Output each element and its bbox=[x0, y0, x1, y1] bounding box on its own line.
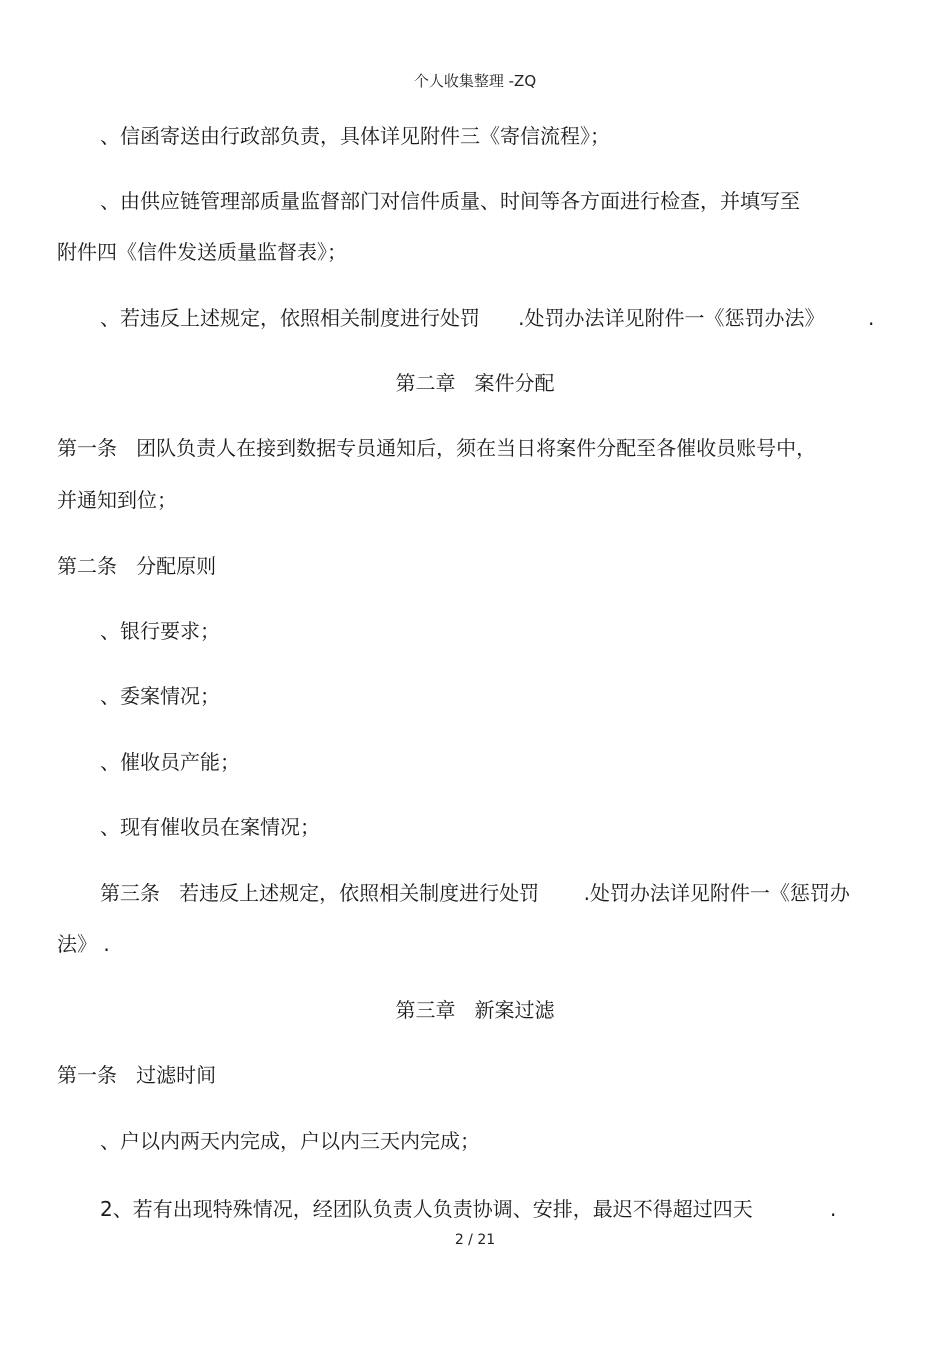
list-item: 、催收员产能； bbox=[100, 750, 240, 774]
paragraph-line: 附件四《信件发送质量监督表》； bbox=[57, 240, 347, 264]
article-heading: 第一条 过滤时间 bbox=[57, 1063, 217, 1087]
list-item: 、现有催收员在案情况； bbox=[100, 815, 320, 839]
paragraph-line-end: . bbox=[830, 1197, 837, 1221]
chapter-heading: 第三章 新案过滤 bbox=[395, 998, 555, 1022]
paragraph-line: 、信函寄送由行政部负责，具体详见附件三《寄信流程》； bbox=[100, 124, 610, 148]
list-item: 、委案情况； bbox=[100, 684, 220, 708]
list-item: 、银行要求； bbox=[100, 619, 220, 643]
paragraph-line-end: . bbox=[868, 306, 875, 330]
page-number: 2 / 21 bbox=[454, 1232, 496, 1248]
article-heading: 第二条 分配原则 bbox=[57, 554, 217, 578]
paragraph-line: 第三条 若违反上述规定，依照相关制度进行处罚 .处罚办法详见附件一《惩罚办 bbox=[100, 881, 850, 905]
chapter-heading: 第二章 案件分配 bbox=[395, 371, 555, 395]
paragraph-line: 第一条 团队负责人在接到数据专员通知后，须在当日将案件分配至各催收员账号中， bbox=[57, 436, 817, 460]
paragraph-line: 、若违反上述规定，依照相关制度进行处罚 .处罚办法详见附件一《惩罚办法》 bbox=[100, 306, 825, 330]
list-item: 2、若有出现特殊情况，经团队负责人负责协调、安排，最迟不得超过四天 bbox=[100, 1197, 753, 1221]
paragraph-line: 法》 . bbox=[57, 932, 110, 956]
paragraph-line: 、由供应链管理部质量监督部门对信件质量、时间等各方面进行检查，并填写至 bbox=[100, 189, 800, 213]
page-header: 个人收集整理 -ZQ bbox=[413, 72, 537, 90]
list-item: 、户以内两天内完成，户以内三天内完成； bbox=[100, 1129, 480, 1153]
paragraph-line: 并通知到位； bbox=[57, 488, 177, 512]
